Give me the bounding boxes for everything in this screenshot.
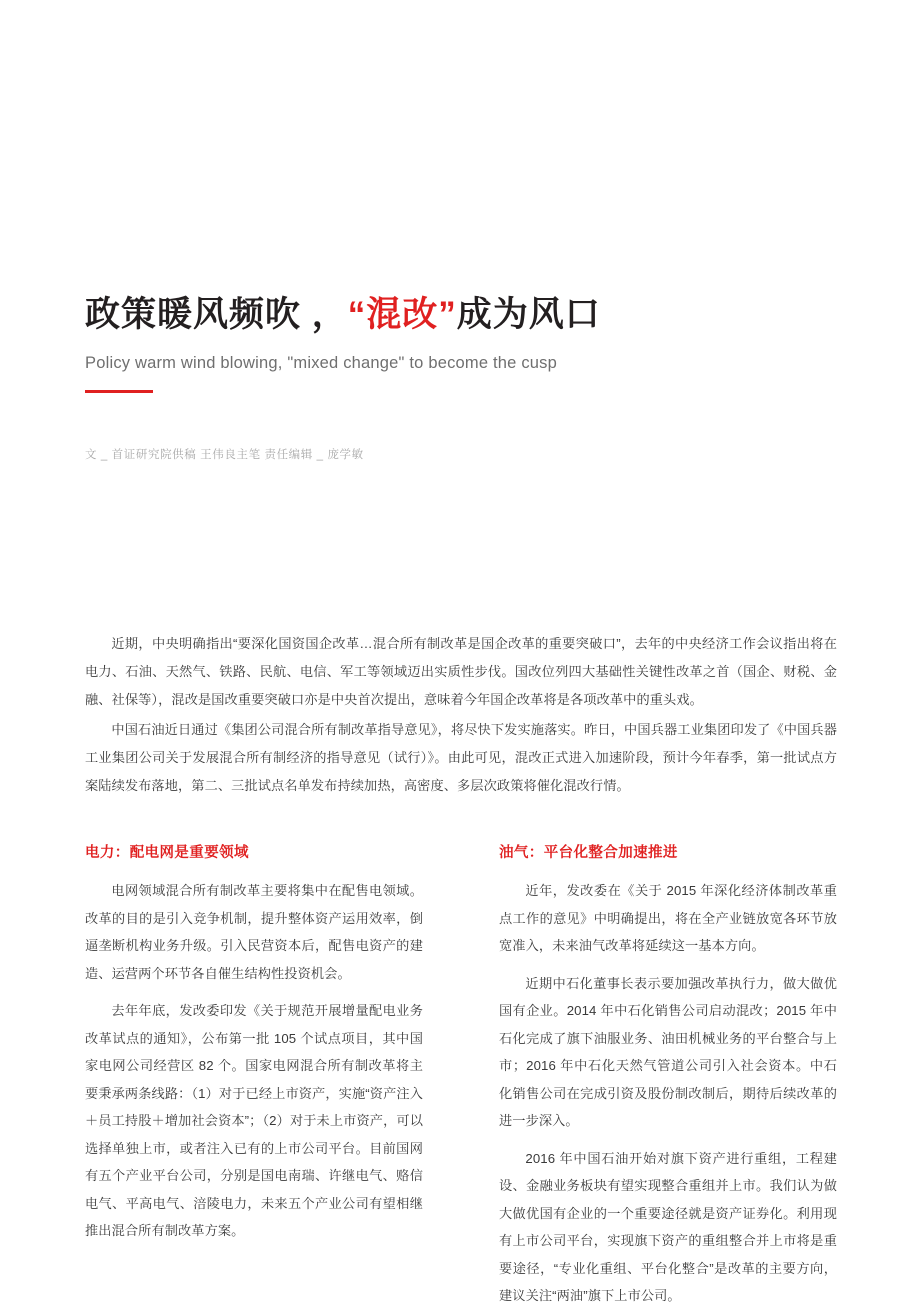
- headline-accent-text: “混改”: [347, 295, 457, 334]
- lead-section: [85, 630, 837, 802]
- section-heading-oilgas: 油气：平台化整合加速推进: [499, 845, 678, 861]
- lead-paragraph: 近期，中央明确指出“要深化国资国企改革…混合所有制改革是国企改革的重要突破口”，去年的中央经济工作会议指出将在电力、石油、天然气、铁路、民航、电信、军工等领域迈出实质性步伐。国改位列四大基础性关键性改革之首（国企、财税、金融、社保等），混改是国改重要突破口亦是中央首次提出，意味着今年国企改革将是各项改革中的重头戏。: [85, 636, 837, 707]
- page-title: [85, 292, 845, 338]
- page-subtitle: Policy warm wind blowing, "mixed change" to become the cusp: [85, 354, 557, 372]
- body-paragraph: 近年，发改委在《关于 2015 年深化经济体制改革重点工作的意见》中明确提出，将在全产业链放宽各环节放宽准入，未来油气改革将延续这一基本方向。: [499, 883, 837, 953]
- body-paragraph: 2016 年中国石油开始对旗下资产进行重组，工程建设、金融业务板块有望实现整合重组并上市。我们认为做大做优国有企业的一个重要途径就是资产证券化。利用现有上市公司平台，实现旗下资产的重组整合并上市将是重要途径，“专业化重组、平台化整合”是改革的主要方向，建议关注“两油”旗下上市公司。: [499, 1150, 837, 1303]
- body-paragraph: 近期中石化董事长表示要加强改革执行力，做大做优国有企业。2014 年中石化销售公司启动混改；2015 年中石化完成了旗下油服业务、油田机械业务的平台整合与上市；2016 年中石化天然气管道公司引入社会资本。中石化销售公司在完成引资及股份制改制后，期待后续改革的进一步深入。: [499, 975, 837, 1128]
- section-heading-power: 电力：配电网是重要领域: [85, 845, 249, 861]
- body-paragraph: 电网领域混合所有制改革主要将集中在配售电领域。改革的目的是引入竞争机制，提升整体资产运用效率，倒逼垄断机构业务升级。引入民营资本后，配售电资产的建造、运营两个环节各自催生结构性投资机会。: [85, 883, 423, 981]
- byline: 文 _ 首证研究院供稿 王伟良主笔 责任编辑 _ 庞学敏: [85, 449, 364, 461]
- title-block: [85, 292, 845, 393]
- headline-text-lead: 政策暖风频吹 ，: [85, 295, 348, 334]
- title-accent-rule: [85, 390, 153, 393]
- body-paragraph: 去年年底，发改委印发《关于规范开展增量配电业务改革试点的通知》，公布第一批 105 个试点项目，其中国家电网公司经营区 82 个。国家电网混合所有制改革将主要秉承两条线路：（1）对于已经上市资产，实施“资产注入＋员工持股＋增加社会资本”；（2）对于未上市资产，可以选择单独上市，或者注入已有的上市公司平台。目前国网有五个产业平台公司，分别是国电南瑞、许继电气、赂信电气、平高电气、涪陵电力，未来五个产业公司有望相继推出混合所有制改革方案。: [85, 1003, 423, 1238]
- headline-text-tail: 成为风口: [456, 295, 601, 334]
- lead-paragraph: 中国石油近日通过《集团公司混合所有制改革指导意见》，将尽快下发实施落实。昨日，中国兵器工业集团印发了《中国兵器工业集团公司关于发展混合所有制经济的指导意见（试行）》。由此可见，混改正式进入加速阶段，预计今年春季，第一批试点方案陆续发布落地，第二、三批试点名单发布持续加热，高密度、多层次政策将催化混改行情。: [85, 722, 837, 793]
